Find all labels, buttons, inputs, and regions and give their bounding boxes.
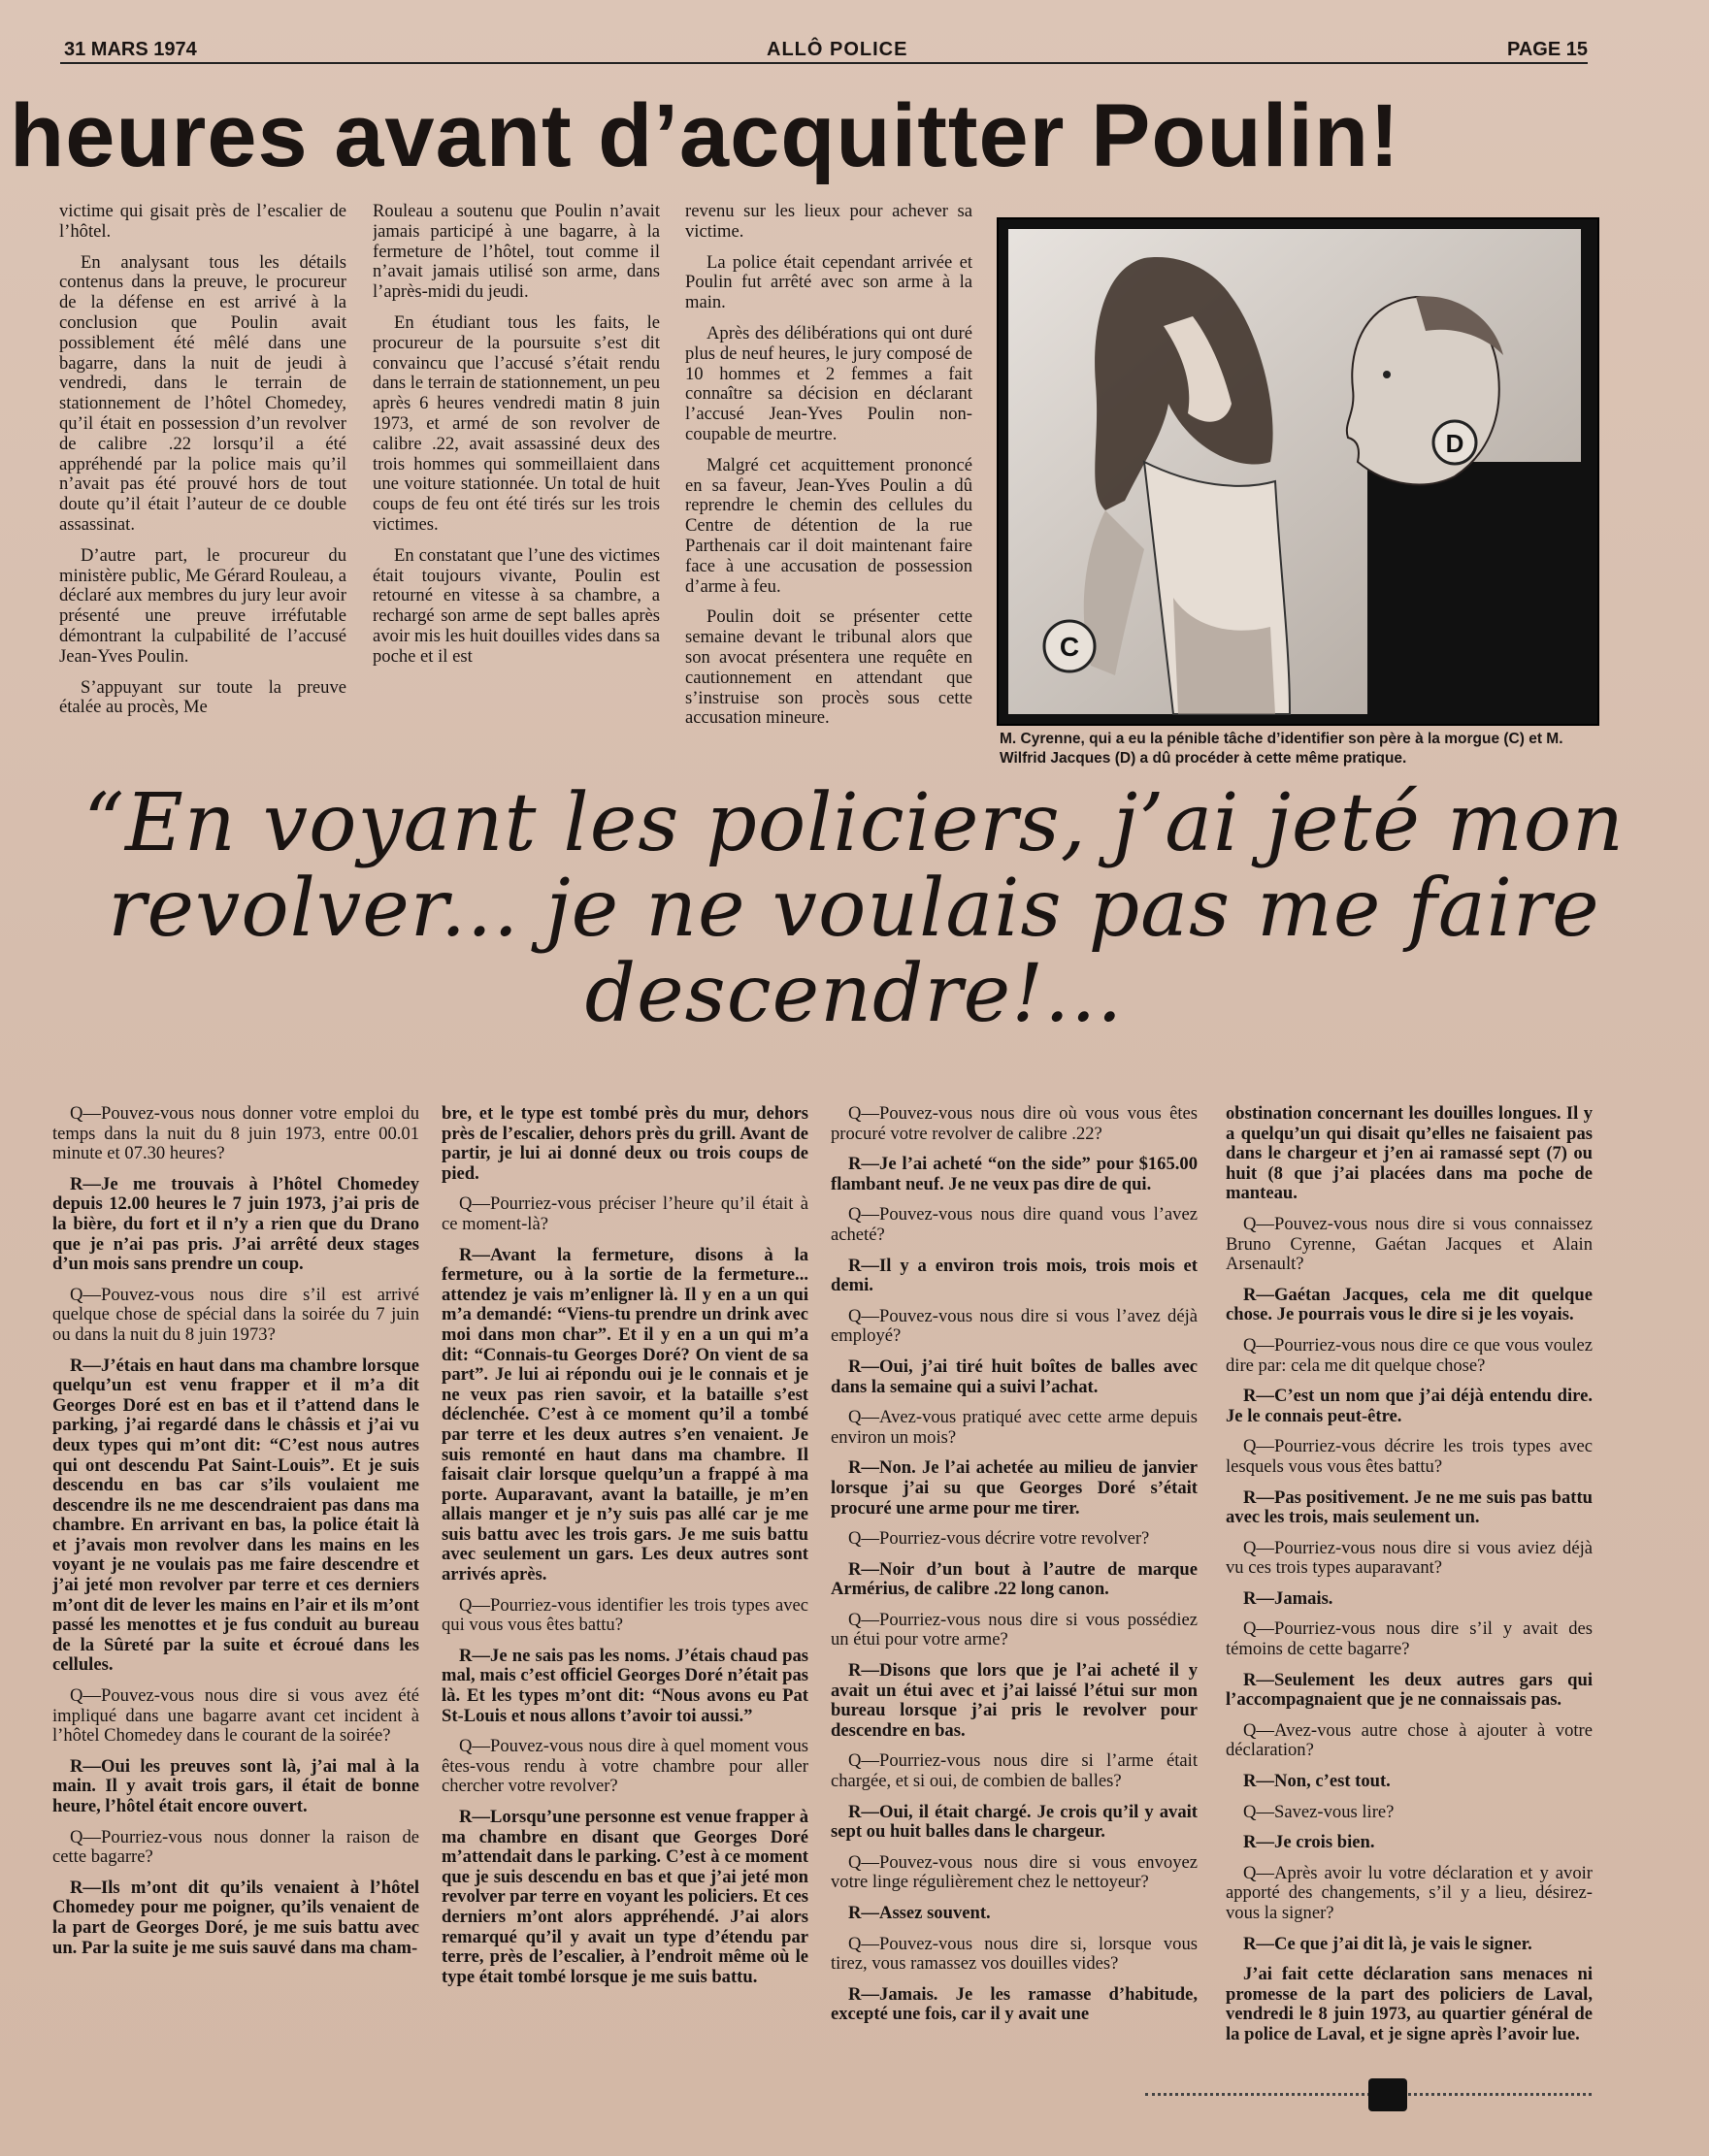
interview-answer: bre, et le type est tombé près du mur, dehors près de l’escalier, dehors près du grill. Avant de partir, je lui ai donné deux ou trois coups de pied.: [442, 1104, 808, 1184]
article-column-1: [59, 202, 346, 761]
justice-scale-icon: [1368, 2078, 1407, 2111]
interview-question: Q—Pourriez-vous nous dire ce que vous voulez dire par: cela me dit quelque chose?: [1226, 1334, 1593, 1376]
interview-answer: R—Non. Je l’ai achetée au milieu de janvier lorsque j’ai su que Georges Doré s’était procuré une arme pour me tirer.: [831, 1457, 1198, 1519]
page-number: PAGE 15: [1507, 39, 1588, 60]
interview-question: Q—Pouvez-vous nous dire où vous vous êtes procuré votre revolver de calibre .22?: [831, 1104, 1198, 1144]
interview-question: Q—Pourriez-vous nous dire si vous aviez déjà vu ces trois types auparavant?: [1226, 1537, 1593, 1579]
interview-question: Q—Pouvez-vous nous dire s’il est arrivé quelque chose de spécial dans la soirée du 7 juin ou dans la nuit du 8 juin 1973?: [52, 1284, 419, 1345]
interview-answer: R—Gaétan Jacques, cela me dit quelque chose. Je pourrais vous le dire si je les voyais.: [1226, 1284, 1593, 1325]
interview-question: Q—Avez-vous pratiqué avec cette arme depuis environ un mois?: [831, 1407, 1198, 1448]
article-paragraph: En étudiant tous les faits, le procureur de la poursuite s’est dit convaincu que l’accusé s’était rendu dans le terrain de stationnement, un peu après 6 heures vendredi matin 8 juin 1973, et armé de son revolver de calibre .22, avait assassiné deux des trois hommes qui sommeillaient dans une voiture stationnée. Un total de huit coups de feu ont été tirés sur les trois victimes.: [373, 311, 660, 535]
interview-question: Q—Pourriez-vous décrire votre revolver?: [848, 1528, 1150, 1550]
article-column-3: [685, 202, 972, 761]
interview-question: Q—Pourriez-vous nous dire si l’arme était chargée, et si oui, de combien de balles?: [831, 1750, 1198, 1792]
interview-answer: R—Ce que j’ai dit là, je vais le signer.: [1243, 1933, 1532, 1954]
interview-answer: R—Oui, j’ai tiré huit boîtes de balles avec dans la semaine qui a suivi l’achat.: [831, 1356, 1198, 1397]
interview-question: Q—Pourriez-vous nous donner la raison de cette bagarre?: [52, 1826, 419, 1868]
interview-question: Q—Pourriez-vous décrire les trois types avec lesquels vous vous êtes battu?: [1226, 1436, 1593, 1477]
interview-question: Q—Pouvez-vous nous dire quand vous l’avez acheté?: [831, 1204, 1198, 1245]
headline: heures avant d’acquitter Poulin!: [10, 86, 1400, 185]
interview-answer: J’ai fait cette déclaration sans menaces ni promesse de la part des policiers de Laval, vendredi le 8 juin 1973, au quartier général de la police de Laval, et je signe après l’avoir lue.: [1226, 1964, 1593, 2044]
quote-headline: “En voyant les policiers, j’ai jeté mon revolver... je ne voulais pas me faire descendre!...: [83, 777, 1625, 1040]
interview-question: Q—Pourriez-vous préciser l’heure qu’il était à ce moment-là?: [442, 1193, 808, 1234]
interview-answer: R—Jamais.: [1243, 1587, 1333, 1609]
interview-answer: R—Jamais. Je les ramasse d’habitude, excepté une fois, car il y avait une: [831, 1983, 1198, 2025]
interview-answer: R—Il y a environ trois mois, trois mois et demi.: [831, 1255, 1198, 1296]
interview-answer: R—Je crois bien.: [1243, 1832, 1375, 1853]
page-header: [60, 39, 1588, 64]
interview-answer: R—Je l’ai acheté “on the side” pour $165.00 flambant neuf. Je ne veux pas dire de qui.: [831, 1154, 1198, 1194]
article-paragraph: Malgré cet acquittement prononcé en sa faveur, Jean-Yves Poulin a dû reprendre le chemin des cellules du Centre de détention de la rue Parthenais car il doit maintenant faire face à une accusation de possession d’arme à feu.: [685, 454, 972, 597]
article-paragraph: S’appuyant sur toute la preuve étalée au procès, Me: [59, 676, 346, 718]
interview-question: Q—Pouvez-vous nous dire si vous envoyez votre linge régulièrement chez le nettoyeur?: [831, 1851, 1198, 1893]
interview-answer: R—Disons que lors que je l’ai acheté il y avait un étui avec et j’ai laissé l’étui sur mon bureau lorsque j’ai pris le revolver pour descendre en bas.: [831, 1660, 1198, 1741]
interview-answer: R—Avant la fermeture, disons à la fermeture, ou à la sortie de la fermeture... attendez je vais m’enligner là. Il y en a un qui m’a demandé: “Viens-tu prendre un drink avec moi dans mon char”. Et il y en a un qui m’a dit: “Connais-tu Georges Doré? On vient de sa part”. Je lui ai répondu oui je le connais et je ne veux pas rien savoir, et la bataille s’est déclenchée. C’est à ce moment qu’il a tombé par terre et les deux autres s’en venaient. Je suis remonté en haut dans ma chambre. Il faisait clair lorsque quelqu’un a frappé à ma porte. Auparavant, avant la bataille, je m’en allais manger et je n’y suis pas allé car je me suis battu avec les trois gars. Je me suis battu avec seulement un gars. Les deux autres sont arrivés après.: [442, 1244, 808, 1585]
interview-answer: R—Noir d’un bout à l’autre de marque Armérius, de calibre .22 long canon.: [831, 1558, 1198, 1600]
interview-column-1: [52, 1104, 419, 2113]
interview-answer: R—Je ne sais pas les noms. J’étais chaud pas mal, mais c’est officiel Georges Doré n’était pas là. Et les types m’ont dit: “Nous avons eu Pat St-Louis et nous allons t’avoir toi aussi.”: [442, 1645, 808, 1726]
interview-column-2: [442, 1104, 808, 2113]
interview-question: Q—Pouvez-vous nous dire si, lorsque vous tirez, vous ramassez vos douilles vides?: [831, 1933, 1198, 1975]
interview-question: Q—Pourriez-vous identifier les trois types avec qui vous vous êtes battu?: [442, 1594, 808, 1636]
interview-question: Q—Pouvez-vous nous dire à quel moment vous êtes-vous rendu à votre chambre pour aller chercher votre revolver?: [442, 1736, 808, 1797]
article-paragraph: victime qui gisait près de l’escalier de l’hôtel.: [59, 202, 346, 242]
interview-question: Q—Pouvez-vous nous dire si vous connaissez Bruno Cyrenne, Gaétan Jacques et Alain Arsenault?: [1226, 1213, 1593, 1275]
issue-date: 31 MARS 1974: [64, 39, 197, 60]
sketch-illustration: [999, 219, 1597, 724]
interview-question: Q—Pouvez-vous nous donner votre emploi du temps dans la nuit du 8 juin 1973, entre 00.01 minute et 07.30 heures?: [52, 1104, 419, 1164]
interview-column-4: [1226, 1104, 1593, 2074]
interview-answer: R—Je me trouvais à l’hôtel Chomedey depuis 12.00 heures le 7 juin 1973, j’ai pris de la bière, du fort et il n’y a rien que du Drano que je n’ai pas pris. J’ai arrêté deux stages d’un mois sans prendre un coup.: [52, 1173, 419, 1275]
article-paragraph: revenu sur les lieux pour achever sa victime.: [685, 202, 972, 242]
courtroom-sketch: [997, 217, 1599, 726]
interview-answer: R—Ils m’ont dit qu’ils venaient à l’hôtel Chomedey pour me poigner, qu’ils venaient de la part de Georges Doré, je me suis battu avec un. Par la suite je me suis sauvé dans ma cham-: [52, 1877, 419, 1958]
interview-answer: obstination concernant les douilles longues. Il y a quelqu’un qui disait qu’elles ne faisaient pas dans le chargeur et j’en ai ramassé sept (7) ou huit (8 que j’ai placées dans ma poche de manteau.: [1226, 1104, 1593, 1204]
article-paragraph: Poulin doit se présenter cette semaine devant le tribunal alors que son avocat présentera une requête en cautionnement en attendant que s’instruise son procès sous cette accusation mineure.: [685, 606, 972, 729]
interview-answer: R—Lorsqu’une personne est venue frapper à ma chambre en disant que Georges Doré m’attendait dans le parking. C’est à ce moment que je suis descendu en bas et que j’ai jeté mon revolver par terre en voyant les policiers. Et ces derniers m’ont alors appréhendé. J’ai alors remarqué qu’il y avait un type d’étendu par terre, près de l’escalier, à l’endroit même où le type était tombé lorsque je me suis battu.: [442, 1807, 808, 1987]
interview-answer: R—Oui les preuves sont là, j’ai mal à la main. Il y avait trois gars, il était de bonne heure, l’hôtel était encore ouvert.: [52, 1755, 419, 1816]
interview-answer: R—J’étais en haut dans ma chambre lorsque quelqu’un est venu frapper et il m’a dit Georges Doré est en bas et il t’attend dans le parking, j’ai regardé dans le châssis et j’ai vu deux types qui m’ont dit: “C’est nous autres qui ont descendu Pat Saint-Louis”. Et je suis descendu en bas car s’ils voulaient me descendre ils ne me descendraient pas dans ma chambre. En arrivant en bas, la police était là et j’avais mon revolver dans les mains en les voyant je ne voulais pas me faire descendre et j’ai jeté mon revolver par terre et ces derniers m’ont dit de lever les mains en l’air et ils m’ont passé les menottes et je fus conduit au bureau de la Sûreté par la suite et écroué dans les cellules.: [52, 1355, 419, 1676]
interview-question: Q—Pourriez-vous nous dire s’il y avait des témoins de cette bagarre?: [1226, 1618, 1593, 1660]
article-paragraph: Après des délibérations qui ont duré plus de neuf heures, le jury composé de 10 hommes et 2 femmes a fait connaître sa décision en déclarant l’accusé Jean-Yves Poulin non-coupable de meurtre.: [685, 322, 972, 444]
photo-caption: M. Cyrenne, qui a eu la pénible tâche d’identifier son père à la morgue (C) et M. Wilfrid Jacques (D) a dû procéder à cette même pratique.: [1000, 731, 1563, 767]
interview-question: Q—Après avoir lu votre déclaration et y avoir apporté des changements, s’il y a lieu, désirez-vous la signer?: [1226, 1862, 1593, 1923]
interview-answer: R—Non, c’est tout.: [1243, 1771, 1391, 1792]
article-paragraph: En analysant tous les détails contenus dans la preuve, le procureur de la défense en est arrivé à la conclusion que Poulin avait possiblement été mêlé dans une bagarre, dans la nuit de jeudi à vendredi, dans le terrain de stationnement de l’hôtel Chomedey, qu’il était en possession d’un revolver de calibre .22 lorsqu’il a été appréhendé par la police mais qu’il n’avait pas été prouvé hors de tout doute qu’il était l’auteur de ce double assassinat.: [59, 251, 346, 535]
interview-answer: R—Seulement les deux autres gars qui l’accompagnaient que je ne connaissais pas.: [1226, 1669, 1593, 1711]
interview-answer: R—Oui, il était chargé. Je crois qu’il y avait sept ou huit balles dans le chargeur.: [831, 1801, 1198, 1843]
article-paragraph: La police était cependant arrivée et Poulin fut arrêté avec son arme à la main.: [685, 251, 972, 313]
interview-question: Q—Savez-vous lire?: [1243, 1801, 1395, 1822]
article-column-2: [373, 202, 660, 761]
interview-question: Q—Avez-vous autre chose à ajouter à votre déclaration?: [1226, 1719, 1593, 1761]
interview-answer: R—Pas positivement. Je ne me suis pas battu avec les trois, mais seulement un.: [1226, 1486, 1593, 1528]
interview-question: Q—Pourriez-vous nous dire si vous possédiez un étui pour votre arme?: [831, 1609, 1198, 1650]
interview-column-3: [831, 1104, 1198, 2113]
article-paragraph: D’autre part, le procureur du ministère public, Me Gérard Rouleau, a déclaré aux membres du jury leur avoir présenté une preuve irréfutable démontrant la culpabilité de l’accusé Jean-Yves Poulin.: [59, 544, 346, 667]
article-paragraph: Rouleau a soutenu que Poulin n’avait jamais participé à une bagarre, à la fermeture de l’hôtel, tout comme il n’avait jamais utilisé son arme, dans l’après-midi du jeudi.: [373, 202, 660, 303]
label-c: C: [1059, 632, 1080, 662]
label-d: D: [1445, 429, 1464, 458]
interview-answer: R—Assez souvent.: [848, 1903, 991, 1923]
masthead: ALLÔ POLICE: [767, 39, 908, 60]
interview-answer: R—C’est un nom que j’ai déjà entendu dire. Je le connais peut-être.: [1226, 1386, 1593, 1426]
interview-question: Q—Pouvez-vous nous dire si vous l’avez déjà employé?: [831, 1305, 1198, 1347]
article-paragraph: En constatant que l’une des victimes était toujours vivante, Poulin est retourné en vitesse à sa chambre, a rechargé son arme de sept balles après avoir mis les huit douilles vides dans sa poche et il est: [373, 544, 660, 667]
interview-question: Q—Pouvez-vous nous dire si vous avez été impliqué dans une bagarre avant cet incident à l’hôtel Chomedey dans le courant de la soirée?: [52, 1685, 419, 1747]
